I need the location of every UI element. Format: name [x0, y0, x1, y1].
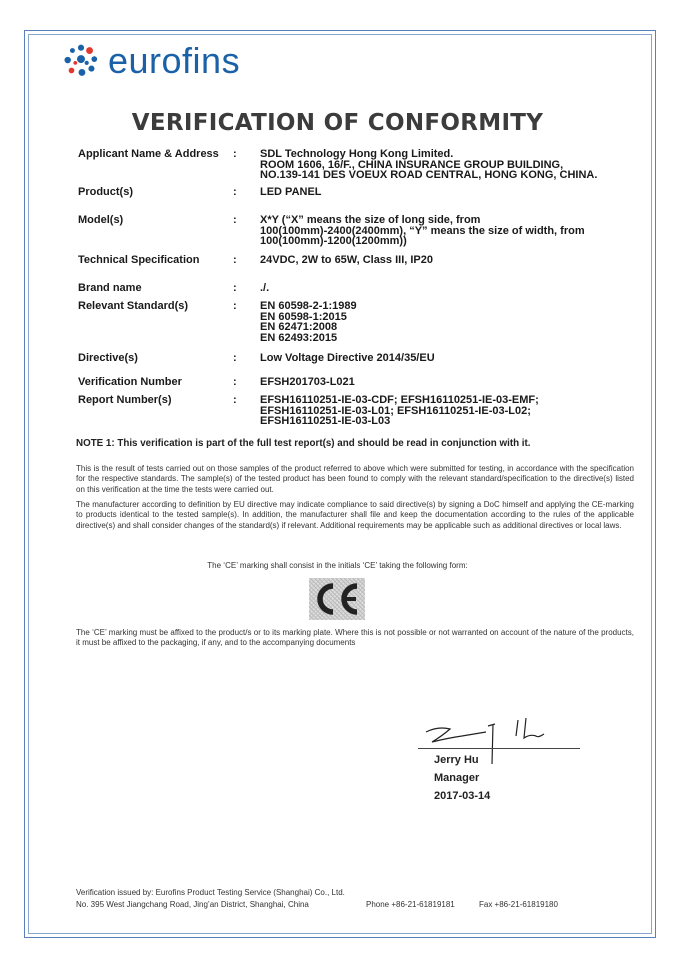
field-report-numbers: [78, 395, 640, 427]
field-product: [78, 187, 640, 198]
field-value: [260, 353, 640, 364]
value-line: EFSH16110251-IE-03-L03: [260, 415, 391, 427]
field-value: [260, 149, 640, 181]
value-line: Low Voltage Directive 2014/35/EU: [260, 352, 435, 364]
value-line: ./.: [260, 282, 270, 294]
value-line: EFSH16110251-IE-03-CDF; EFSH16110251-IE-03-EMF;: [260, 394, 539, 406]
field-colon: :: [233, 186, 237, 198]
ce-mark-icon: [309, 578, 365, 620]
field-colon: :: [233, 352, 237, 364]
field-label: Model(s): [78, 214, 124, 226]
field-colon: :: [233, 300, 237, 312]
field-verification-number: [78, 377, 640, 388]
signature-date: 2017-03-14: [434, 790, 491, 802]
footer-address: No. 395 West Jiangchang Road, Jing’an District, Shanghai, China: [76, 900, 309, 909]
field-value: [260, 301, 640, 343]
field-colon: :: [233, 254, 237, 266]
field-label: Relevant Standard(s): [78, 300, 189, 312]
footer-phone: Phone +86-21-61819181: [366, 900, 455, 909]
field-value: [260, 187, 640, 198]
field-colon: :: [233, 394, 237, 406]
field-label: Verification Number: [78, 376, 182, 388]
field-technical-specification: [78, 255, 640, 266]
value-line: X*Y (“X” means the size of long side, from: [260, 214, 481, 226]
eurofins-logo: [62, 40, 240, 82]
field-label: Brand name: [78, 282, 142, 294]
field-colon: :: [233, 148, 237, 160]
value-line: EFSH16110251-IE-03-L01; EFSH16110251-IE-03-L02;: [260, 404, 531, 417]
field-directives: [78, 353, 640, 364]
field-brand-name: [78, 283, 640, 294]
value-line: 100(100mm)-1200(1200mm)): [260, 235, 407, 247]
field-value: [260, 283, 640, 294]
footer-issued-by: Verification issued by: Eurofins Product Testing Service (Shanghai) Co., Ltd.: [76, 888, 345, 897]
value-line: EN 60598-2-1:1989: [260, 300, 357, 312]
field-label: Product(s): [78, 186, 133, 198]
field-colon: :: [233, 376, 237, 388]
value-line: EN 60598-1:2015: [260, 310, 347, 323]
footer-fax: Fax +86-21-61819180: [479, 900, 558, 909]
ce-marking-intro: The ‘CE’ marking shall consist in the initials ‘CE’ taking the following form:: [207, 561, 468, 570]
value-line: EFSH201703-L021: [260, 376, 355, 388]
value-line: NO.139-141 DES VOEUX ROAD CENTRAL, HONG KONG, CHINA.: [260, 169, 598, 181]
results-paragraph: This is the result of tests carried out on those samples of the product referred to above which were submitted for testing, in accordance with the specification for the respective standards. The sample(s) of the tested product has been found to comply with the relevant standard/specification to the directive(s) listed on this verification at the time the tests were carried out.: [76, 464, 634, 494]
signature-line: [418, 748, 580, 749]
manufacturer-paragraph: The manufacturer according to definition by EU directive may indicate compliance to said directive(s) by signing a DoC himself and applying the CE-marking to products identical to the tested sample(s). In addition, the manufacturer shall file and keep the documentation according to the rules of the applicable directive(s) and shall consider changes of the standard(s) if relevant. Additional requirements may be applicable such as additional directives or local laws.: [76, 500, 634, 530]
value-line: EN 62493:2015: [260, 331, 338, 344]
signatory-name: Jerry Hu: [434, 754, 479, 766]
field-label: Directive(s): [78, 352, 138, 364]
document-title: VERIFICATION OF CONFORMITY: [131, 110, 544, 136]
field-label: Technical Specification: [78, 254, 200, 266]
field-label: Report Number(s): [78, 394, 172, 406]
value-line: ROOM 1606, 16/F., CHINA INSURANCE GROUP BUILDING,: [260, 158, 564, 171]
field-colon: :: [233, 282, 237, 294]
value-line: SDL Technology Hong Kong Limited.: [260, 148, 454, 160]
field-value: [260, 255, 640, 266]
signatory-title: Manager: [434, 772, 480, 784]
value-line: LED PANEL: [260, 186, 322, 198]
field-applicant: [78, 149, 640, 181]
field-colon: :: [233, 214, 237, 226]
ce-affix-paragraph: The ‘CE’ marking must be affixed to the product/s or to its marking plate. Where this is not possible or not warranted on account of the nature of the products, it must be affixed to the packaging, if any, and to the accompanying documents: [76, 628, 634, 648]
field-label: Applicant Name & Address: [78, 148, 219, 160]
logo-wordmark: eurofins: [108, 40, 241, 81]
eurofins-dots-icon: [62, 42, 100, 80]
value-line: EN 62471:2008: [260, 321, 338, 333]
field-value: [260, 215, 640, 247]
field-value: [260, 377, 640, 388]
field-value: [260, 395, 640, 427]
value-line: 100(100mm)-2400(2400mm), “Y” means the size of width, from: [260, 224, 585, 237]
note-1: NOTE 1: This verification is part of the full test report(s) and should be read in conjunction with it.: [76, 438, 531, 449]
value-line: 24VDC, 2W to 65W, Class III, IP20: [260, 254, 434, 266]
field-model: [78, 215, 640, 247]
field-relevant-standards: [78, 301, 640, 343]
